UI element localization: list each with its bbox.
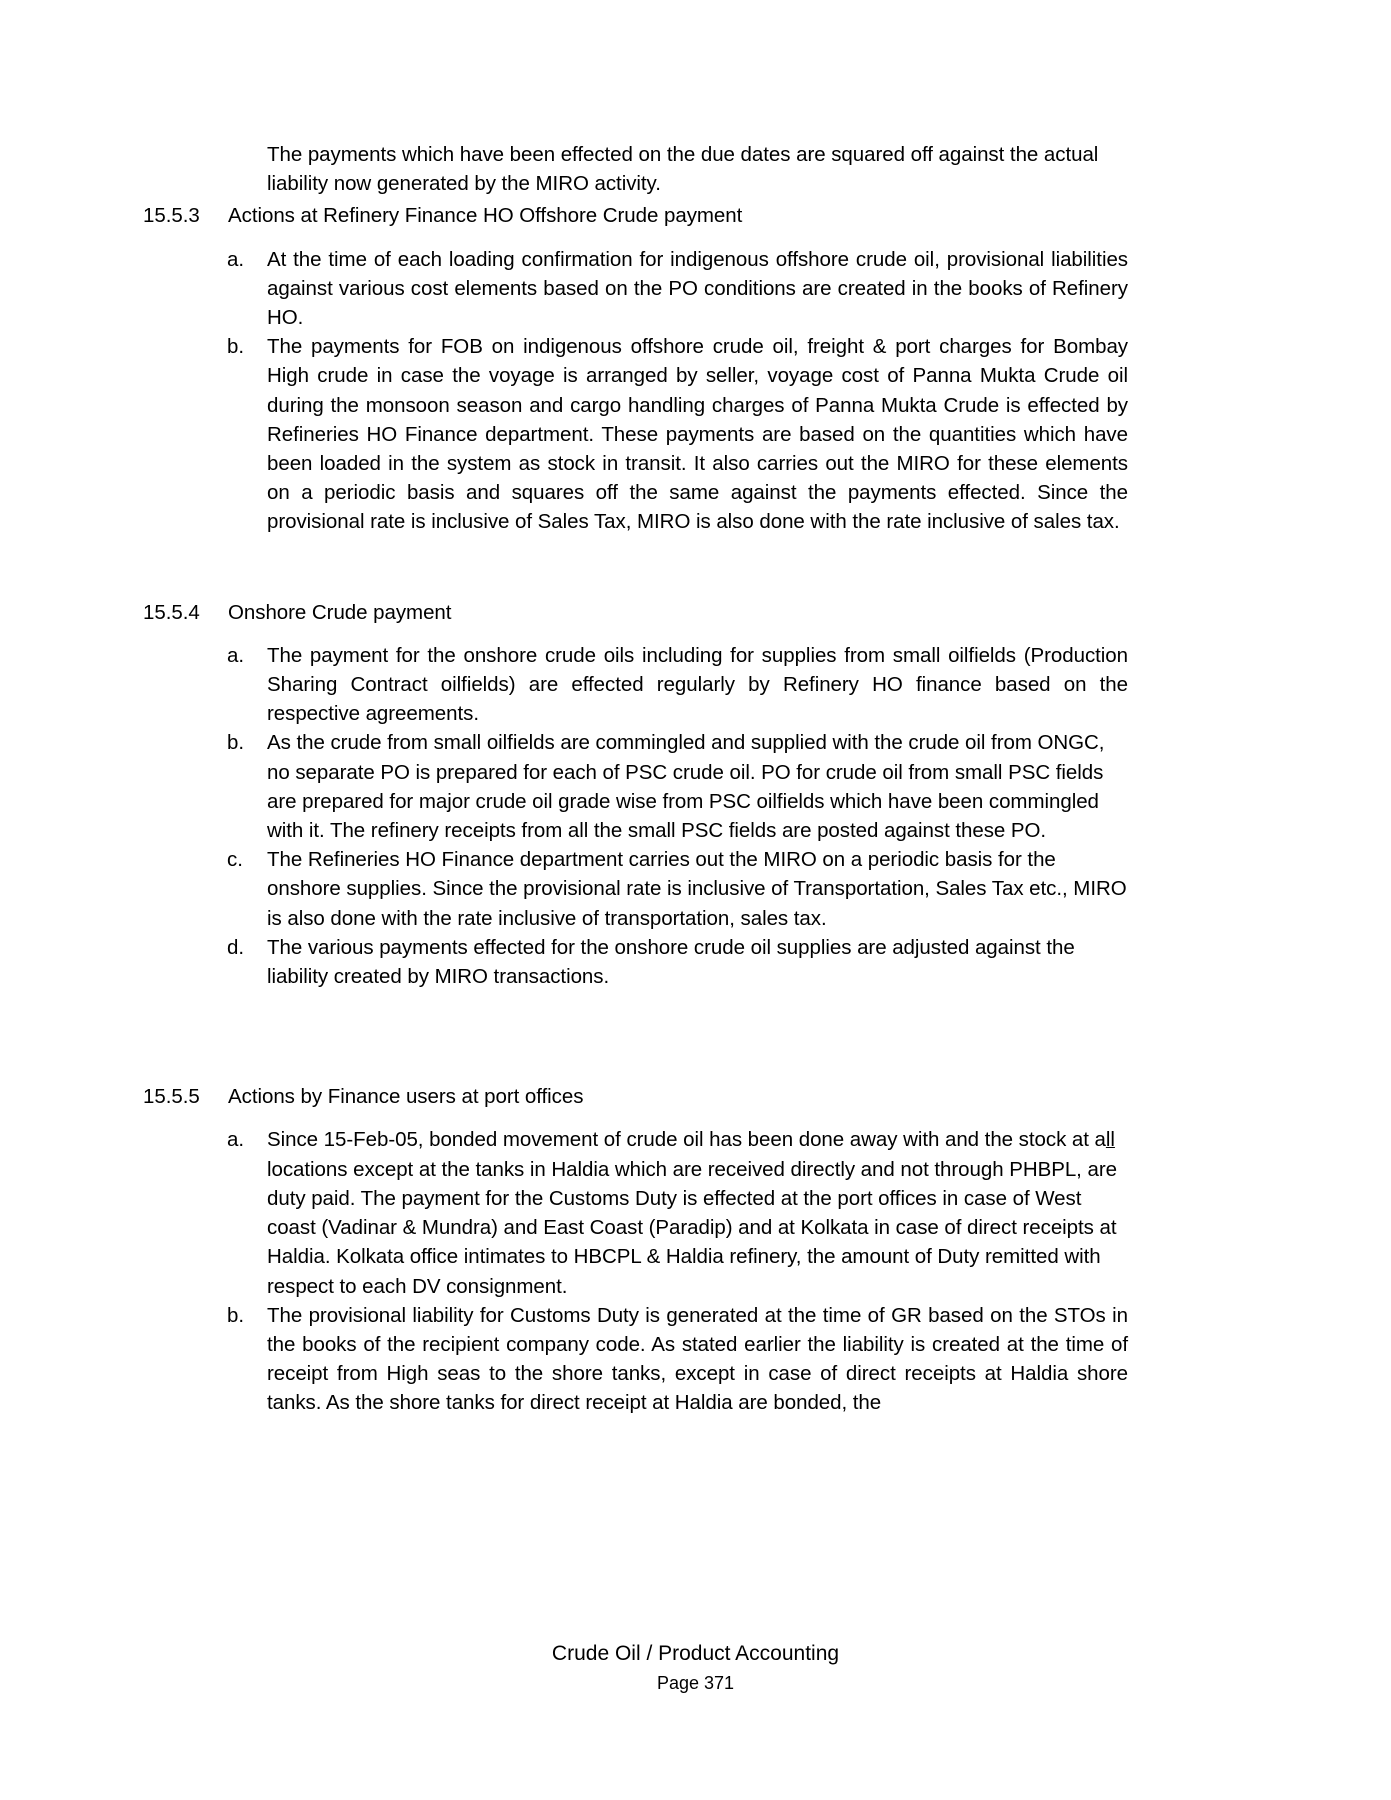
list-item [227,245,1128,333]
footer-page-number: Page 371 [656,1673,735,1693]
list-item-text: As the crude from small oilfields are commingled and supplied with the crude oil from ONGC, no separate PO is prepared for each of PSC crude oil. PO for crude oil from small PSC fields are prepared for major crude oil grade wise from PSC oilfields which have been commingled with it. The refinery receipts from all the small PSC fields are posted against these PO. [267,731,1105,843]
list-item-text: The various payments effected for the onshore crude oil supplies are adjusted against the liability created by MIRO transactions. [267,935,1075,989]
list-item-marker: a. [227,643,244,667]
list-item-marker: b. [227,731,244,755]
spacer [143,231,1128,245]
section-heading-15-5-5 [143,1082,1128,1111]
list-item-marker: a. [227,247,244,271]
list-item-text-part-2: locations except at the tanks in Haldia which are received directly and not through PHBPL, are duty paid. The payment for the Customs Duty is effected at the port offices in case of West coast (Vadinar & Mundra) and East Coast (Paradip) and at Kolkata in case of direct receipts at Haldia. Kolkata office intimates to HBCPL & Haldia refinery, the amount of Duty remitted with respect to each DV consignment. [267,1157,1117,1298]
spacer [143,537,1128,595]
list-item [227,933,1128,991]
list-item-text: The Refineries HO Finance department carries out the MIRO on a periodic basis for the onshore supplies. Since the provisional rate is inclusive of Transportation, Sales Tax etc., MIRO is also done with the rate inclusive of transportation, sales tax. [267,848,1127,930]
list-item-marker: b. [227,335,244,359]
list-item [227,845,1128,933]
list-item [227,1301,1128,1418]
list-item [227,641,1128,729]
list-item-text: The payment for the onshore crude oils including for supplies from small oilfields (Production Sharing Contract oilfields) are effected regularly by Refinery HO finance based on the respective agreements. [267,643,1128,726]
section-title: Onshore Crude payment [228,600,452,624]
page-footer [0,1640,1391,1696]
list-item-text-part-1: Since 15-Feb-05, bonded movement of crude oil has been done away with and the stock at a [267,1128,1106,1152]
lead-paragraph: The payments which have been effected on the due dates are squared off against the actual liability now generated by the MIRO activity. [267,143,1099,196]
page-content [143,140,1128,1418]
section-title: Actions by Finance users at port offices [228,1085,584,1109]
list-15-5-3 [143,245,1128,537]
list-item-text: At the time of each loading confirmation for indigenous offshore crude oil, provisional liabilities against various cost elements based on the PO conditions are created in the books of Refinery HO. [267,247,1128,330]
section-title: Actions at Refinery Finance HO Offshore Crude payment [228,204,743,228]
section-number: 15.5.5 [143,1085,200,1109]
list-item [227,332,1128,536]
list-item-marker: d. [227,935,244,959]
section-number: 15.5.4 [143,600,200,624]
list-item-marker: b. [227,1303,244,1327]
list-item-text-underlined: ll [1105,1128,1115,1152]
list-item-marker: c. [227,848,243,872]
list-item [227,728,1128,845]
list-item-marker: a. [227,1128,244,1152]
list-item-text: The payments for FOB on indigenous offshore crude oil, freight & port charges for Bombay High crude in case the voyage is arranged by seller, voyage cost of Panna Mukta Crude oil during the monsoon season and cargo handling charges of Panna Mukta Crude is effected by Refineries HO Finance department. These payments are based on the quantities which have been loaded in the system as stock in transit. It also carries out the MIRO for these elements on a periodic basis and squares off the same against the payments effected. Since the provisional rate is inclusive of Sales Tax, MIRO is also done with the rate inclusive of sales tax. [267,335,1128,534]
list-item-text [267,1125,1128,1300]
list-item-text: The provisional liability for Customs Duty is generated at the time of GR based on the STOs in the books of the recipient company code. As stated earlier the liability is created at the time of receipt from High seas to the shore tanks, except in case of direct receipts at Haldia shore tanks. As the shore tanks for direct receipt at Haldia are bonded, the [267,1303,1128,1415]
list-15-5-4 [143,641,1128,991]
footer-title: Crude Oil / Product Accounting [551,1642,840,1665]
spacer [143,627,1128,641]
section-number: 15.5.3 [143,204,200,228]
spacer [143,991,1128,1079]
list-item [227,1125,1128,1300]
spacer [143,1111,1128,1125]
section-heading-15-5-3 [143,201,1128,230]
list-15-5-5 [143,1125,1128,1417]
section-heading-15-5-4 [143,598,1128,627]
